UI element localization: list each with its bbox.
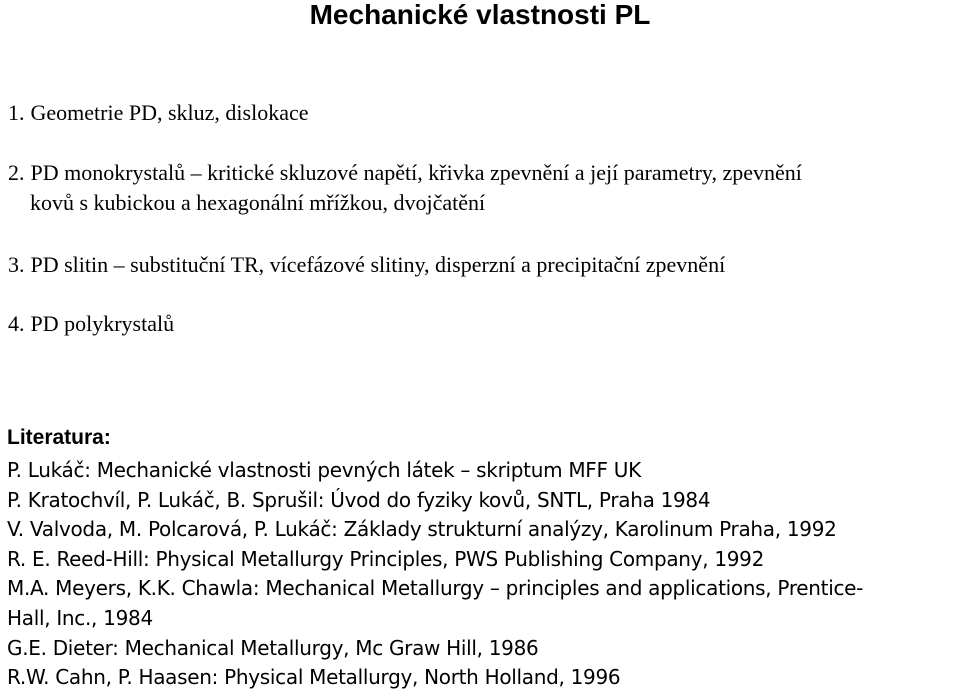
reference-item: [7, 663, 957, 693]
reference-list: [7, 456, 957, 693]
topic-text: PD monokrystalů – kritické skluzové napětí, křivka zpevnění a její parametry, zpevnění: [30, 160, 802, 185]
topic-line: [8, 309, 948, 339]
topic-text: PD polykrystalů: [30, 311, 175, 336]
reference-item: [7, 574, 957, 633]
topic-number: 3.: [8, 252, 25, 277]
reference-text: M.A. Meyers, K.K. Chawla: Mechanical Metallurgy – principles and applications, Prentice-: [7, 576, 864, 601]
topic-number: 2.: [8, 160, 25, 185]
topic-line: [8, 250, 948, 280]
topic-text-continuation: kovů s kubickou a hexagonální mřížkou, dvojčatění: [30, 190, 486, 215]
topic-text: Geometrie PD, skluz, dislokace: [30, 100, 309, 125]
reference-item: [7, 545, 957, 575]
reference-text: V. Valvoda, M. Polcarová, P. Lukáč: Základy strukturní analýzy, Karolinum Praha, 1992: [7, 517, 837, 542]
reference-item: [7, 634, 957, 664]
topic-item: [8, 309, 948, 339]
reference-text: P. Lukáč: Mechanické vlastnosti pevných látek – skriptum MFF UK: [7, 458, 641, 482]
topic-number: 4.: [8, 311, 25, 336]
topic-item: [8, 158, 948, 218]
reference-text: P. Kratochvíl, P. Lukáč, B. Sprušil: Úvod do fyziky kovů, SNTL, Praha 1984: [7, 487, 711, 512]
topic-item: [8, 250, 948, 280]
reference-item: [7, 515, 957, 545]
reference-item: [7, 486, 957, 516]
topic-text: PD slitin – substituční TR, vícefázové slitiny, disperzní a precipitační zpevnění: [30, 252, 726, 277]
page-title: Mechanické vlastnosti PL: [309, 0, 651, 30]
topic-number: 1.: [8, 100, 25, 125]
topic-line: [8, 98, 948, 128]
topic-line: [8, 158, 948, 188]
reference-text: R.W. Cahn, P. Haasen: Physical Metallurgy, North Holland, 1996: [7, 665, 621, 690]
reference-text: R. E. Reed-Hill: Physical Metallurgy Principles, PWS Publishing Company, 1992: [7, 546, 765, 571]
literature-heading: Literatura:: [7, 426, 111, 449]
topic-item: [8, 98, 948, 128]
reference-item: [7, 456, 957, 486]
reference-text: G.E. Dieter: Mechanical Metallurgy, Mc Graw Hill, 1986: [7, 635, 539, 660]
reference-text-continuation: Hall, Inc., 1984: [7, 605, 153, 630]
